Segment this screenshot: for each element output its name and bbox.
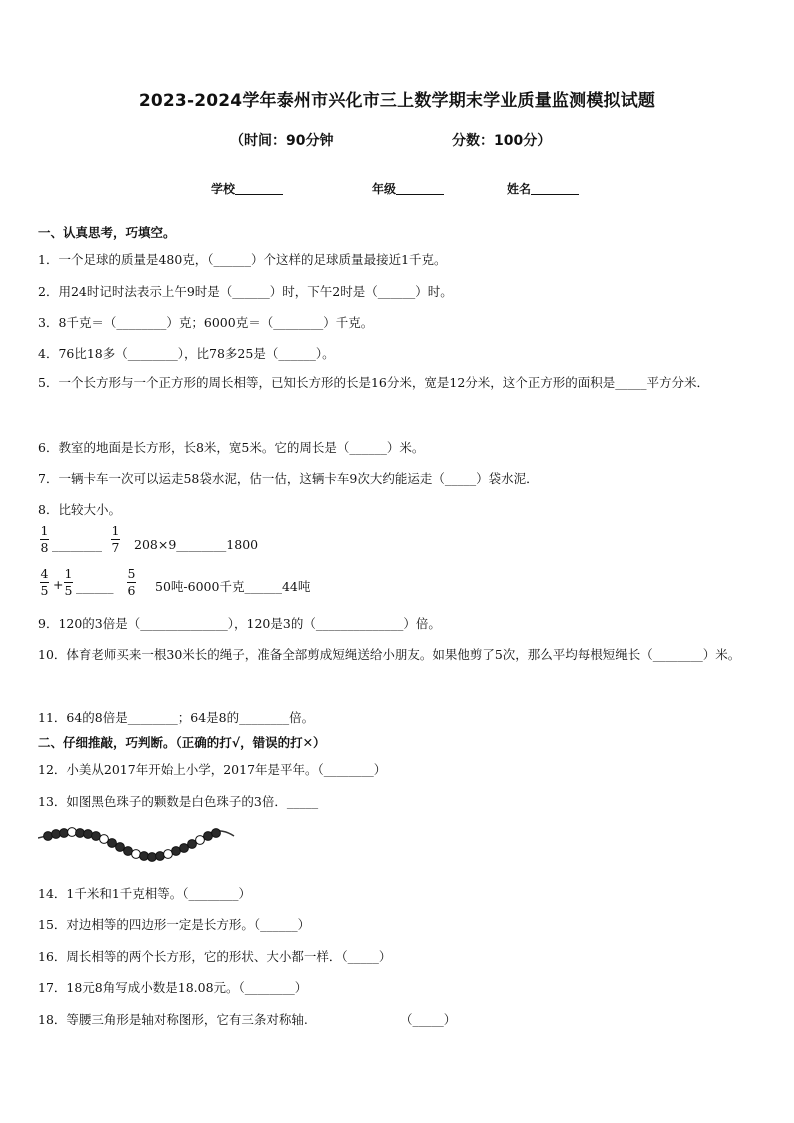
question-15: 15．对边相等的四边形一定是长方形。（______） (38, 917, 311, 932)
fraction-denominator: 8 (40, 540, 49, 555)
question-7: 7．一辆卡车一次可以运走58袋水泥，估一估，这辆卡车9次大约能运走（_____）袋水泥． (38, 471, 539, 486)
white-bead (100, 835, 109, 844)
black-bead (92, 832, 101, 841)
grade-blank[interactable] (396, 194, 444, 195)
fraction-1-7 (111, 523, 120, 556)
question-2: 2．用24时记时法表示上午9时是（______）时，下午2时是（______）时。 (38, 284, 453, 299)
section-heading-fill: 一、认真思考，巧填空。 (38, 225, 176, 240)
white-bead (164, 850, 173, 859)
black-bead (60, 829, 69, 838)
question-18: 18．等腰三角形是轴对称图形，它有三条对称轴. (38, 1012, 308, 1027)
question-6: 6．教室的地面是长方形，长8米，宽5米。它的周长是（______）米。 (38, 440, 425, 455)
grade-label: 年级 (372, 182, 397, 196)
fraction-denominator: 5 (64, 583, 73, 598)
question-9: 9．120的3倍是（______________），120是3的（______________）倍。 (38, 616, 441, 631)
black-bead (148, 853, 157, 862)
question-13: 13．如图黑色珠子的颗数是白色珠子的3倍．_____ (38, 794, 319, 809)
black-bead (116, 843, 125, 852)
question-12: 12．小美从2017年开始上小学，2017年是平年。（________） (38, 762, 387, 777)
black-bead (180, 844, 189, 853)
fraction-numerator: 1 (64, 566, 73, 581)
name-field[interactable] (507, 180, 579, 197)
black-bead (212, 829, 221, 838)
question-8: 8．比较大小。 (38, 502, 121, 517)
compare-blank-3[interactable]: ______ (76, 579, 114, 594)
fraction-numerator: 1 (111, 523, 120, 538)
beads-group (44, 828, 221, 862)
fraction-numerator: 4 (40, 566, 49, 581)
question-11: 11．64的8倍是________；64是8的________倍。 (38, 710, 315, 725)
black-bead (204, 832, 213, 841)
white-bead (68, 828, 77, 837)
school-blank[interactable] (235, 194, 283, 195)
question-18-answer-blank[interactable]: （_____） (400, 1012, 457, 1027)
black-bead (156, 852, 165, 861)
fraction-5-6 (127, 566, 136, 599)
question-3: 3．8千克＝（________）克；6000克＝（________）千克。 (38, 315, 374, 330)
fraction-numerator: 5 (127, 566, 136, 581)
fraction-denominator: 7 (111, 540, 120, 555)
name-blank[interactable] (531, 194, 579, 195)
question-4: 4．76比18多（________），比78多25是（______）。 (38, 346, 335, 361)
question-10: 10．体育老师买来一根30米长的绳子，准备全部剪成短绳送给小朋友。如果他剪了5次，那么平均每根短绳长（________）米。 (38, 647, 741, 662)
exam-time: （时间：90分钟 (230, 133, 334, 149)
beads-string-figure (38, 822, 238, 866)
black-bead (52, 830, 61, 839)
name-label: 姓名 (507, 182, 532, 196)
section-heading-judge: 二、仔细推敲，巧判断。（正确的打√，错误的打✕） (38, 735, 326, 750)
question-14: 14．1千米和1千克相等。（________） (38, 886, 252, 901)
fraction-numerator: 1 (40, 523, 49, 538)
fraction-1-5 (64, 566, 73, 599)
white-bead (196, 836, 205, 845)
black-bead (140, 852, 149, 861)
black-bead (124, 847, 133, 856)
fraction-4-5 (40, 566, 49, 599)
grade-field[interactable] (372, 180, 444, 197)
black-bead (188, 840, 197, 849)
question-1: 1．一个足球的质量是480克，（______）个这样的足球质量最接近1千克。 (38, 252, 447, 267)
plus-sign: + (53, 577, 64, 592)
page-title: 2023-2024学年泰州市兴化市三上数学期末学业质量监测模拟试题 (138, 91, 656, 111)
question-16: 16．周长相等的两个长方形，它的形状、大小都一样．（_____） (38, 949, 392, 964)
question-17: 17．18元8角写成小数是18.08元。（________） (38, 980, 308, 995)
exam-score: 分数：100分） (452, 133, 552, 149)
black-bead (44, 832, 53, 841)
compare-expression-2: 208×9________1800 (134, 537, 259, 552)
black-bead (172, 847, 181, 856)
school-field[interactable] (211, 180, 283, 197)
question-5: 5．一个长方形与一个正方形的周长相等，已知长方形的长是16分米，宽是12分米，这个正方形的面积是_____平方分米． (38, 375, 710, 390)
fraction-denominator: 6 (127, 583, 136, 598)
black-bead (84, 830, 93, 839)
fraction-1-8 (40, 523, 49, 556)
white-bead (132, 850, 141, 859)
black-bead (76, 829, 85, 838)
black-bead (108, 839, 117, 848)
fraction-denominator: 5 (40, 583, 49, 598)
compare-expression-4: 50吨-6000千克______44吨 (155, 579, 311, 594)
school-label: 学校 (211, 182, 236, 196)
compare-blank-1[interactable]: ________ (52, 537, 102, 552)
